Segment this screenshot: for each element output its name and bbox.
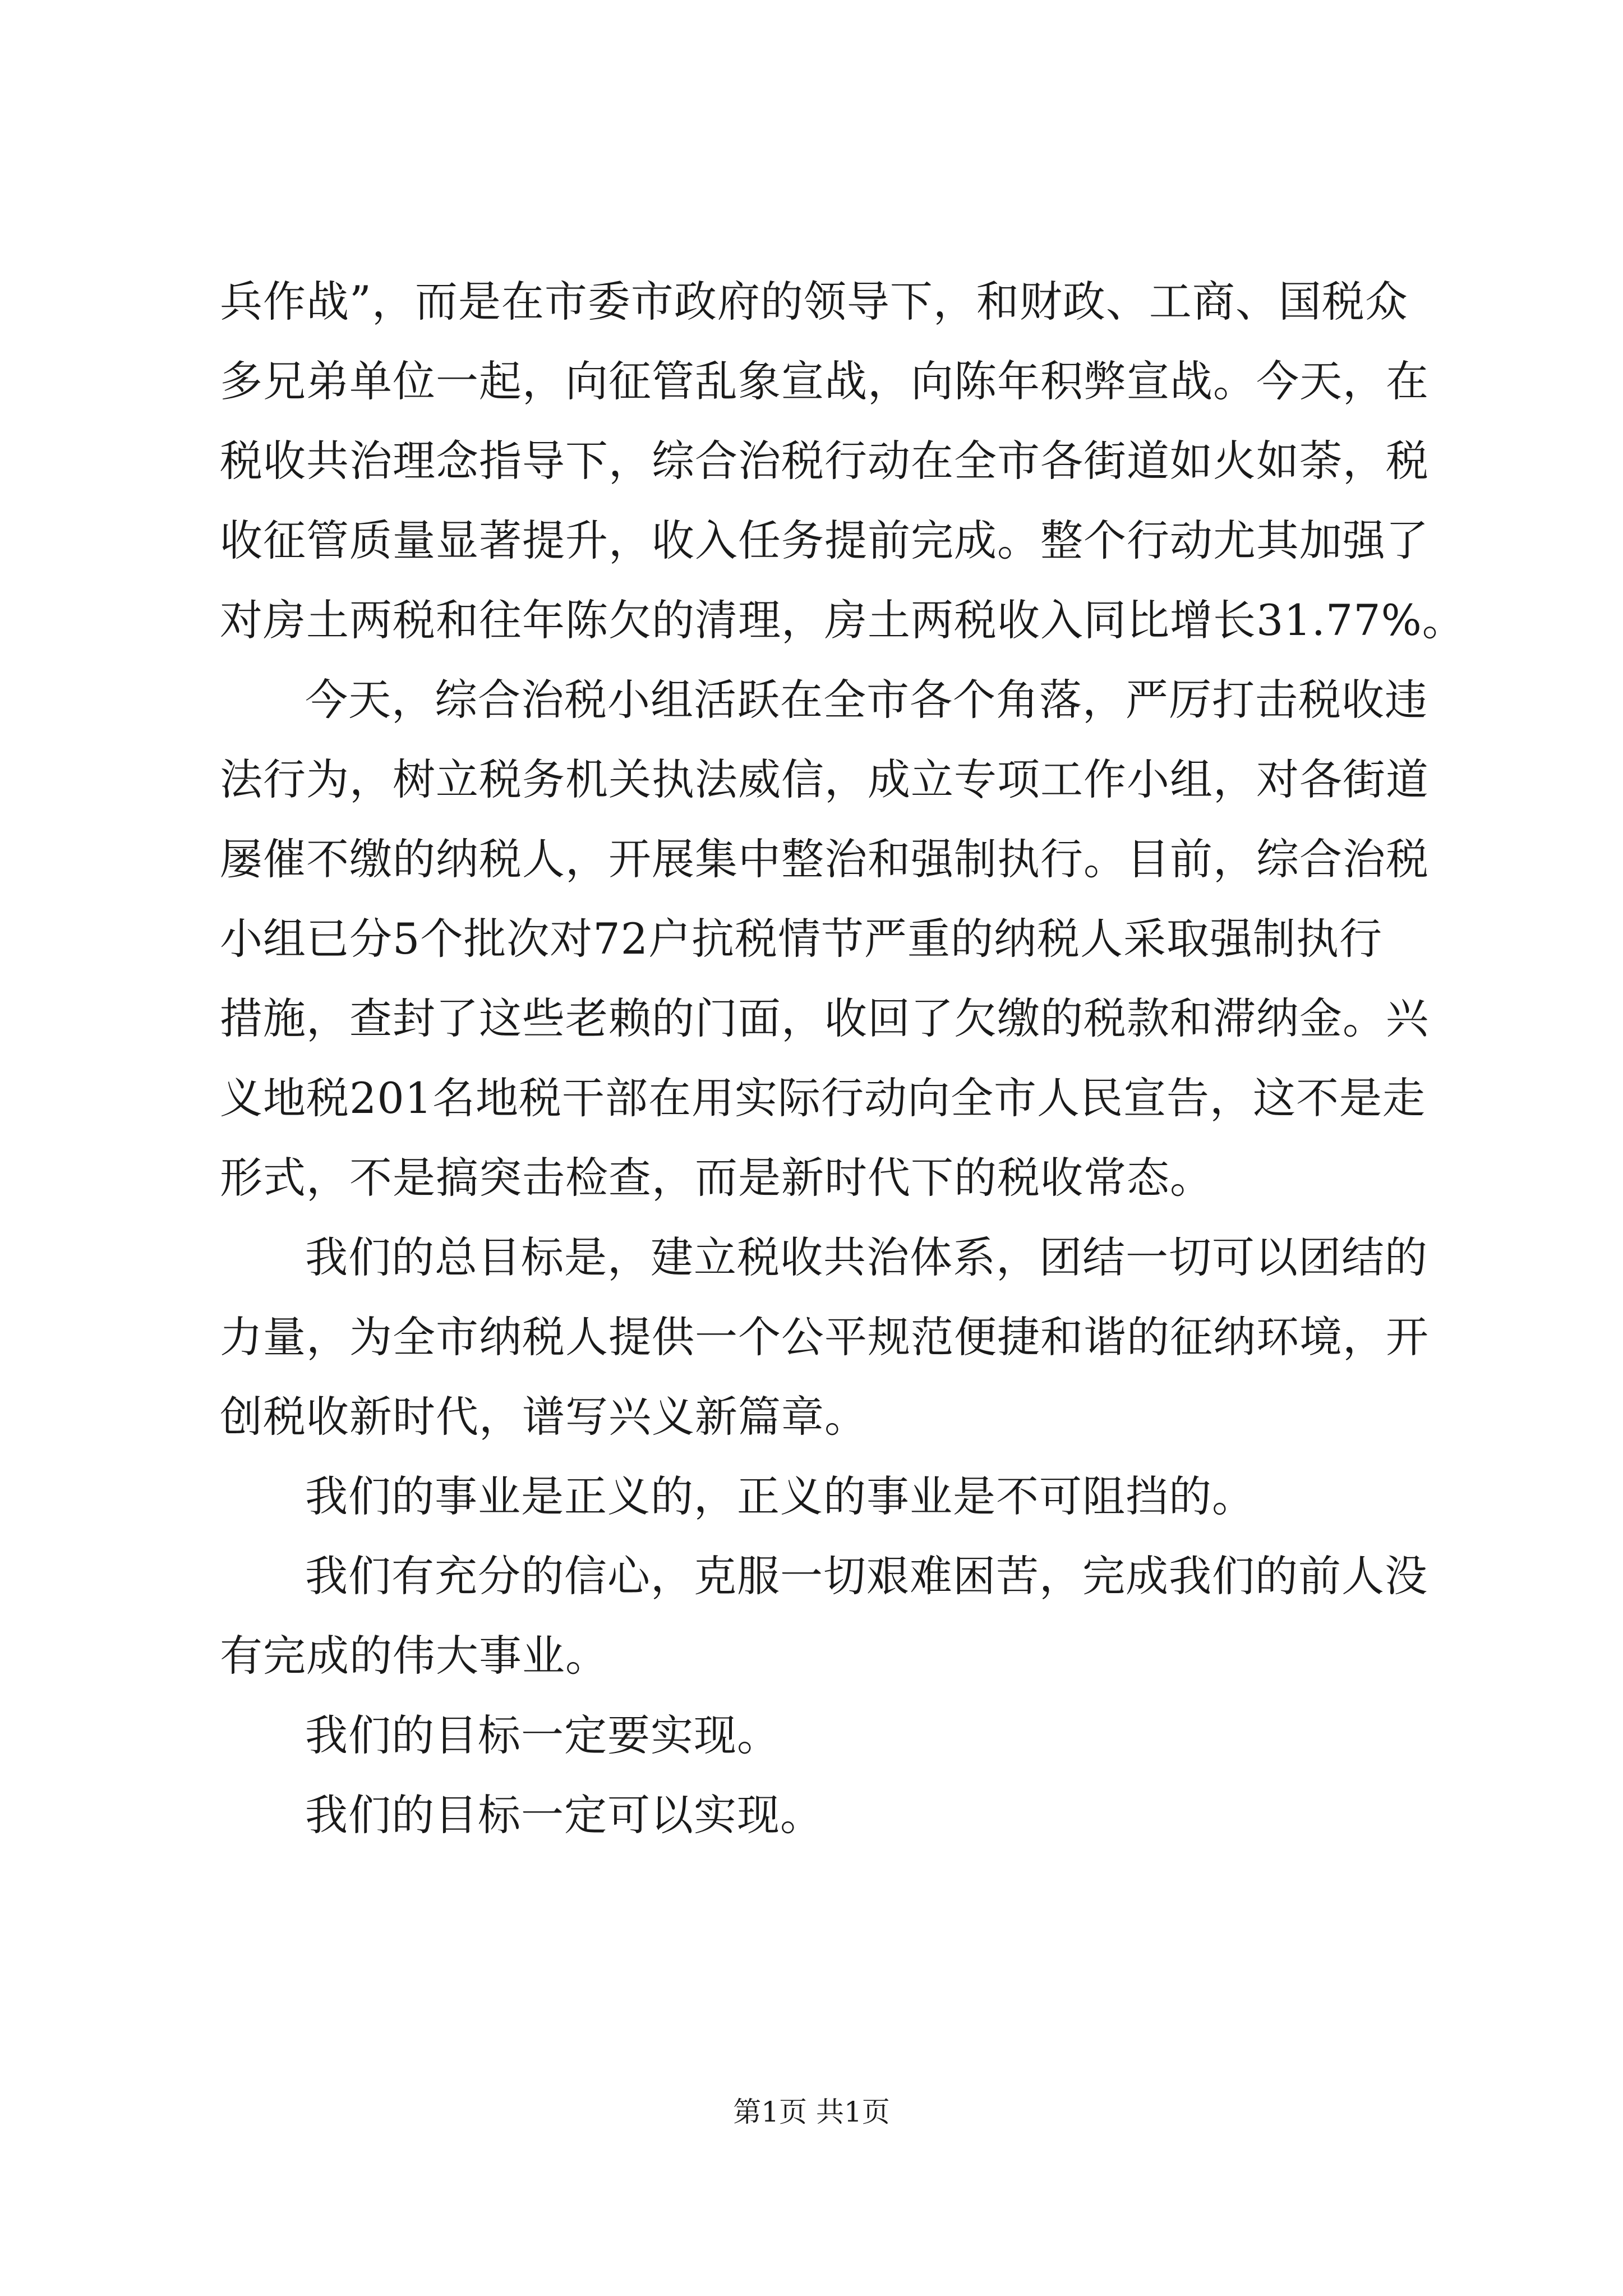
- paragraph-first-line: 我们的总目标是，建立税收共治体系，团结一切可以团结的: [305, 1232, 1428, 1282]
- text-line: 义地税201名地税干部在用实际行动向全市人民宣告，这不是走: [220, 1073, 1426, 1123]
- text-line: 法行为，树立税务机关执法威信，成立专项工作小组，对各街道: [220, 754, 1429, 804]
- text-line: 小组已分5个批次对72户抗税情节严重的纳税人采取强制执行: [220, 914, 1383, 964]
- text-line: 措施，查封了这些老赖的门面，收回了欠缴的税款和滞纳金。兴: [220, 993, 1429, 1043]
- paragraph-first-line: 我们的目标一定要实现。: [305, 1710, 780, 1760]
- paragraph-first-line: 我们的目标一定可以实现。: [305, 1790, 823, 1840]
- paragraph-first-line: 今天，综合治税小组活跃在全市各个角落，严厉打击税收违: [305, 675, 1428, 725]
- text-line: 兵作战”，而是在市委市政府的领导下，和财政、工商、国税众: [220, 277, 1408, 326]
- text-line: 力量，为全市纳税人提供一个公平规范便捷和谐的征纳环境，开: [220, 1312, 1429, 1362]
- paragraph-first-line: 我们的事业是正义的，正义的事业是不可阻挡的。: [305, 1471, 1255, 1521]
- text-line: 有完成的伟大事业。: [220, 1631, 608, 1681]
- text-line: 收征管质量显著提升，收入任务提前完成。整个行动尤其加强了: [220, 516, 1429, 565]
- text-line: 税收共治理念指导下，综合治税行动在全市各街道如火如荼，税: [220, 436, 1429, 486]
- text-line: 创税收新时代，谱写兴义新篇章。: [220, 1392, 868, 1442]
- text-line: 对房土两税和往年陈欠的清理，房土两税收入同比增长31.77%。: [220, 595, 1465, 645]
- text-line: 形式，不是搞突击检查，而是新时代下的税收常态。: [220, 1153, 1213, 1203]
- text-line: 屡催不缴的纳税人，开展集中整治和强制执行。目前，综合治税: [220, 834, 1429, 884]
- text-line: 多兄弟单位一起，向征管乱象宣战，向陈年积弊宣战。今天，在: [220, 356, 1429, 406]
- page-number-footer: 第1页 共1页: [733, 2096, 890, 2128]
- paragraph-first-line: 我们有充分的信心，克服一切艰难困苦，完成我们的前人没: [305, 1551, 1428, 1601]
